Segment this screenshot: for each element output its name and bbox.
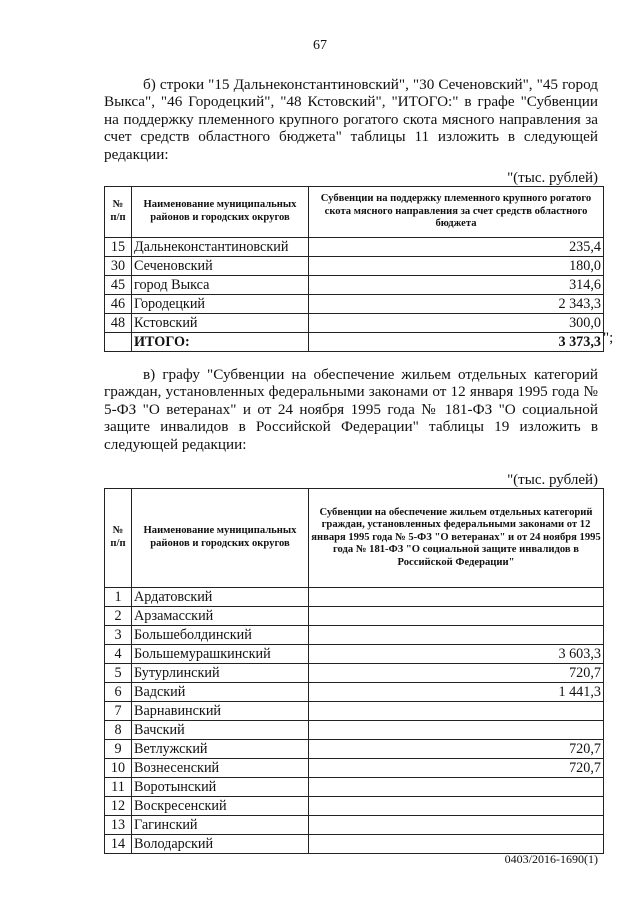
- column-header-district: Наименование муниципальных районов и городских округов: [132, 489, 309, 588]
- table-row: [105, 683, 604, 702]
- district-name: Бутурлинский: [132, 664, 309, 683]
- district-name: Ветлужский: [132, 740, 309, 759]
- table-header-row: [105, 187, 604, 238]
- district-name: Варнавинский: [132, 702, 309, 721]
- row-number: 1: [105, 588, 132, 607]
- district-name: Вачский: [132, 721, 309, 740]
- subsidies-table-11: [104, 186, 604, 352]
- subsidy-value: [309, 797, 604, 816]
- table-row: [105, 645, 604, 664]
- row-number: 45: [105, 276, 132, 295]
- total-row: [105, 333, 604, 352]
- row-number: 11: [105, 778, 132, 797]
- table-row: [105, 588, 604, 607]
- section-b-units: "(тыс. рублей): [507, 170, 598, 186]
- subsidy-value: [309, 702, 604, 721]
- total-number-cell: [105, 333, 132, 352]
- subsidy-value: 720,7: [309, 664, 604, 683]
- subsidy-value: [309, 778, 604, 797]
- page-number: 67: [313, 38, 327, 53]
- district-name: Большеболдинский: [132, 626, 309, 645]
- table-row: [105, 835, 604, 854]
- subsidy-value: [309, 816, 604, 835]
- subsidy-value: 314,6: [309, 276, 604, 295]
- district-name: Воскресенский: [132, 797, 309, 816]
- table-row: [105, 702, 604, 721]
- row-number: 6: [105, 683, 132, 702]
- subsidies-table-19: [104, 488, 604, 854]
- total-label: ИТОГО:: [132, 333, 309, 352]
- row-number: 2: [105, 607, 132, 626]
- table-body: [105, 238, 604, 352]
- subsidy-value: 180,0: [309, 257, 604, 276]
- subsidy-value: [309, 607, 604, 626]
- row-number: 15: [105, 238, 132, 257]
- table-row: [105, 664, 604, 683]
- row-number: 13: [105, 816, 132, 835]
- district-name: Вадский: [132, 683, 309, 702]
- row-number: 12: [105, 797, 132, 816]
- subsidy-value: [309, 721, 604, 740]
- row-number: 8: [105, 721, 132, 740]
- subsidy-value: 720,7: [309, 740, 604, 759]
- subsidy-value: [309, 835, 604, 854]
- table-row: [105, 759, 604, 778]
- row-number: 5: [105, 664, 132, 683]
- row-number: 9: [105, 740, 132, 759]
- subsidy-value: 235,4: [309, 238, 604, 257]
- district-name: Дальнеконстантиновский: [132, 238, 309, 257]
- row-number: 4: [105, 645, 132, 664]
- subsidy-value: 3 603,3: [309, 645, 604, 664]
- column-header-district: Наименование муниципальных районов и городских округов: [132, 187, 309, 238]
- subsidy-value: [309, 588, 604, 607]
- row-number: 10: [105, 759, 132, 778]
- row-number: 7: [105, 702, 132, 721]
- table-row: [105, 797, 604, 816]
- section-v-units: "(тыс. рублей): [507, 472, 598, 488]
- row-number: 3: [105, 626, 132, 645]
- table-body: [105, 588, 604, 854]
- table-row: [105, 626, 604, 645]
- table-row: [105, 314, 604, 333]
- subsidy-value: 1 441,3: [309, 683, 604, 702]
- table-row: [105, 816, 604, 835]
- column-header-number: № п/п: [105, 489, 132, 588]
- section-b-paragraph: б) строки "15 Дальнеконстантиновский", "30 Сеченовский", "45 город Выкса", "46 Городецкий", "48 Кстовский", "ИТОГО:" в графе "Субвенции на поддержку племенного крупного рогатого скота мясного направления за счет средств областного бюджета" таблицы 11 изложить в следующей редакции:: [104, 76, 598, 163]
- row-number: 30: [105, 257, 132, 276]
- table-header-row: [105, 489, 604, 588]
- district-name: Сеченовский: [132, 257, 309, 276]
- row-number: 48: [105, 314, 132, 333]
- subsidy-value: [309, 626, 604, 645]
- table-row: [105, 778, 604, 797]
- column-header-subsidy: Субвенции на обеспечение жильем отдельных категорий граждан, установленных федеральными законами от 12 января 1995 года № 5-ФЗ "О ветеранах" и от 24 ноября 1995 года № 181-ФЗ "О социальной защите инвалидов в Российской Федерации": [309, 489, 604, 588]
- document-code: 0403/2016-1690(1): [504, 852, 598, 866]
- table-row: [105, 238, 604, 257]
- row-number: 14: [105, 835, 132, 854]
- district-name: Володарский: [132, 835, 309, 854]
- district-name: Вознесенский: [132, 759, 309, 778]
- district-name: Городецкий: [132, 295, 309, 314]
- table-row: [105, 740, 604, 759]
- table-row: [105, 257, 604, 276]
- district-name: Ардатовский: [132, 588, 309, 607]
- table-row: [105, 607, 604, 626]
- subsidy-value: 2 343,3: [309, 295, 604, 314]
- district-name: Воротынский: [132, 778, 309, 797]
- district-name: Кстовский: [132, 314, 309, 333]
- district-name: город Выкса: [132, 276, 309, 295]
- table-row: [105, 276, 604, 295]
- table-row: [105, 721, 604, 740]
- column-header-subsidy: Субвенции на поддержку племенного крупного рогатого скота мясного направления за счет средств областного бюджета: [309, 187, 604, 238]
- row-number: 46: [105, 295, 132, 314]
- section-v-paragraph: в) графу "Субвенции на обеспечение жильем отдельных категорий граждан, установленных федеральными законами от 12 января 1995 года № 5-ФЗ "О ветеранах" и от 24 ноября 1995 года № 181-ФЗ "О социальной защите инвалидов в Российской Федерации" таблицы 19 изложить в следующей редакции:: [104, 366, 598, 453]
- table-row: [105, 295, 604, 314]
- column-header-number: № п/п: [105, 187, 132, 238]
- district-name: Арзамасский: [132, 607, 309, 626]
- total-value: 3 373,3: [309, 333, 604, 352]
- district-name: Гагинский: [132, 816, 309, 835]
- district-name: Большемурашкинский: [132, 645, 309, 664]
- section-b-closing-quote: ";: [603, 330, 614, 346]
- subsidy-value: 300,0: [309, 314, 604, 333]
- subsidy-value: 720,7: [309, 759, 604, 778]
